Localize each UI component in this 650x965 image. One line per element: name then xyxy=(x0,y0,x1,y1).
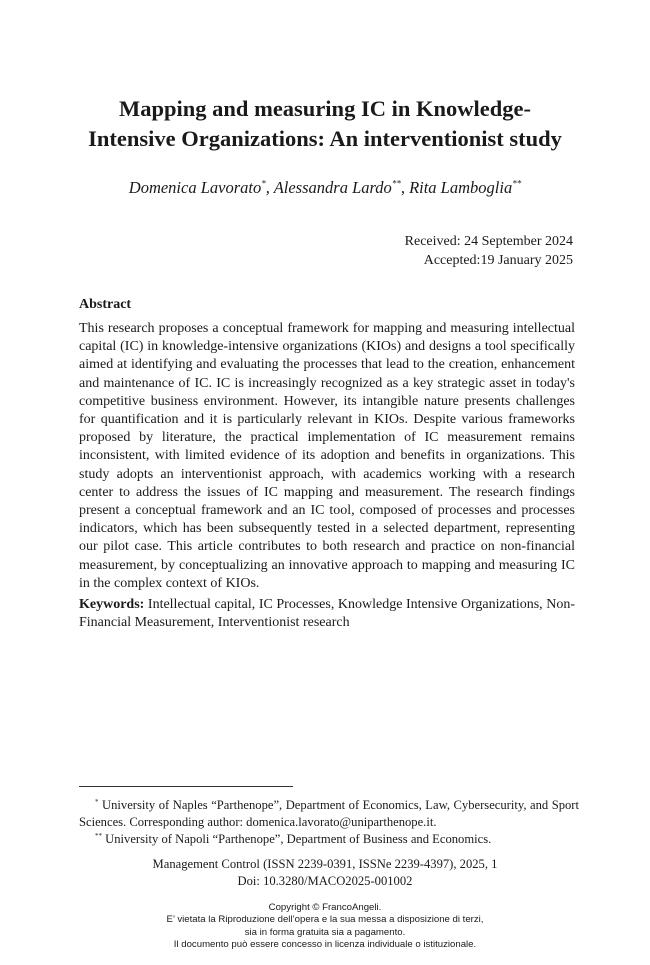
footnote-mark: ** xyxy=(95,831,102,840)
copyright-line: Il documento può essere concesso in licenza individuale o istituzionale. xyxy=(173,938,477,950)
journal-info xyxy=(40,856,610,890)
author-name: Domenica Lavorato xyxy=(128,178,262,197)
accepted-date: Accepted:19 January 2025 xyxy=(423,253,573,268)
abstract-heading: Abstract xyxy=(79,297,132,312)
footnote-divider xyxy=(79,786,293,787)
author-affiliation-mark: ** xyxy=(512,178,522,189)
author-list xyxy=(40,178,610,198)
journal-citation: Management Control (ISSN 2239-0391, ISSNe 2239-4397), 2025, 1 xyxy=(152,857,498,871)
journal-doi: Doi: 10.3280/MACO2025-001002 xyxy=(237,874,413,888)
author-name: Alessandra Lardo xyxy=(273,178,392,197)
paper-title xyxy=(40,94,610,154)
author-name: Rita Lamboglia xyxy=(409,178,513,197)
footnote-affiliation-2 xyxy=(79,831,579,848)
footnote-mark: * xyxy=(95,797,99,806)
keywords-label: Keywords: xyxy=(79,597,145,612)
author-affiliation-mark: ** xyxy=(391,178,401,189)
copyright-line: Copyright © FrancoAngeli. xyxy=(268,902,382,913)
author-separator: , xyxy=(400,178,410,197)
title-line-2: Intensive Organizations: An interventionist study xyxy=(88,126,562,151)
copyright-line: E’ vietata la Riproduzione dell’opera e la sua messa a disposizione di terzi, xyxy=(166,914,484,926)
author-affiliation-mark: * xyxy=(261,178,266,189)
footnote-text: University of Naples “Parthenope”, Department of Economics, Law, Cybersecurity, and Sport Sciences. Corresponding author: domenica.lavorato@uniparthenope.it. xyxy=(79,798,580,829)
copyright-line: sia in forma gratuita sia a pagamento. xyxy=(244,926,406,938)
abstract-text: This research proposes a conceptual framework for mapping and measuring intellectual capital (IC) in knowledge-intensive organizations (KIOs) and designs a tool specifically aimed at identifying and evaluating the processes that lead to the creation, enhancement and maintenance of IC. IC is increasingly recognized as a key strategic asset in today's competitive business environment. However, its intangible nature presents challenges for quantification and it is particularly relevant in KIOs. Despite various frameworks proposed by literature, the practical implementation of IC measurement remains inconsistent, with limited evidence of its adoption and benefits in organizations. This study adopts an interventionist approach, with academics working with a research center to address the issues of IC mapping and measurement. The research findings present a conceptual framework and an IC tool, composed of processes and processes indicators, which has been subsequently tested in a selected department, representing our pilot case. This article contributes to both research and practice on non-financial measurement, by conceptualizing an innovative approach to mapping and measuring IC in the complex context of KIOs. xyxy=(79,321,575,591)
keywords xyxy=(79,596,575,632)
footnote-affiliation-1 xyxy=(79,797,579,831)
copyright-notice xyxy=(40,902,610,951)
keywords-text: Intellectual capital, IC Processes, Knowledge Intensive Organizations, Non-Financial Measurement, Interventionist research xyxy=(79,597,576,631)
received-date: Received: 24 September 2024 xyxy=(404,234,573,249)
title-line-1: Mapping and measuring IC in Knowledge- xyxy=(119,96,531,121)
author-separator: , xyxy=(265,178,274,197)
submission-dates xyxy=(405,232,573,270)
footnote-text: University of Napoli “Parthenope”, Department of Business and Economics. xyxy=(105,832,492,846)
